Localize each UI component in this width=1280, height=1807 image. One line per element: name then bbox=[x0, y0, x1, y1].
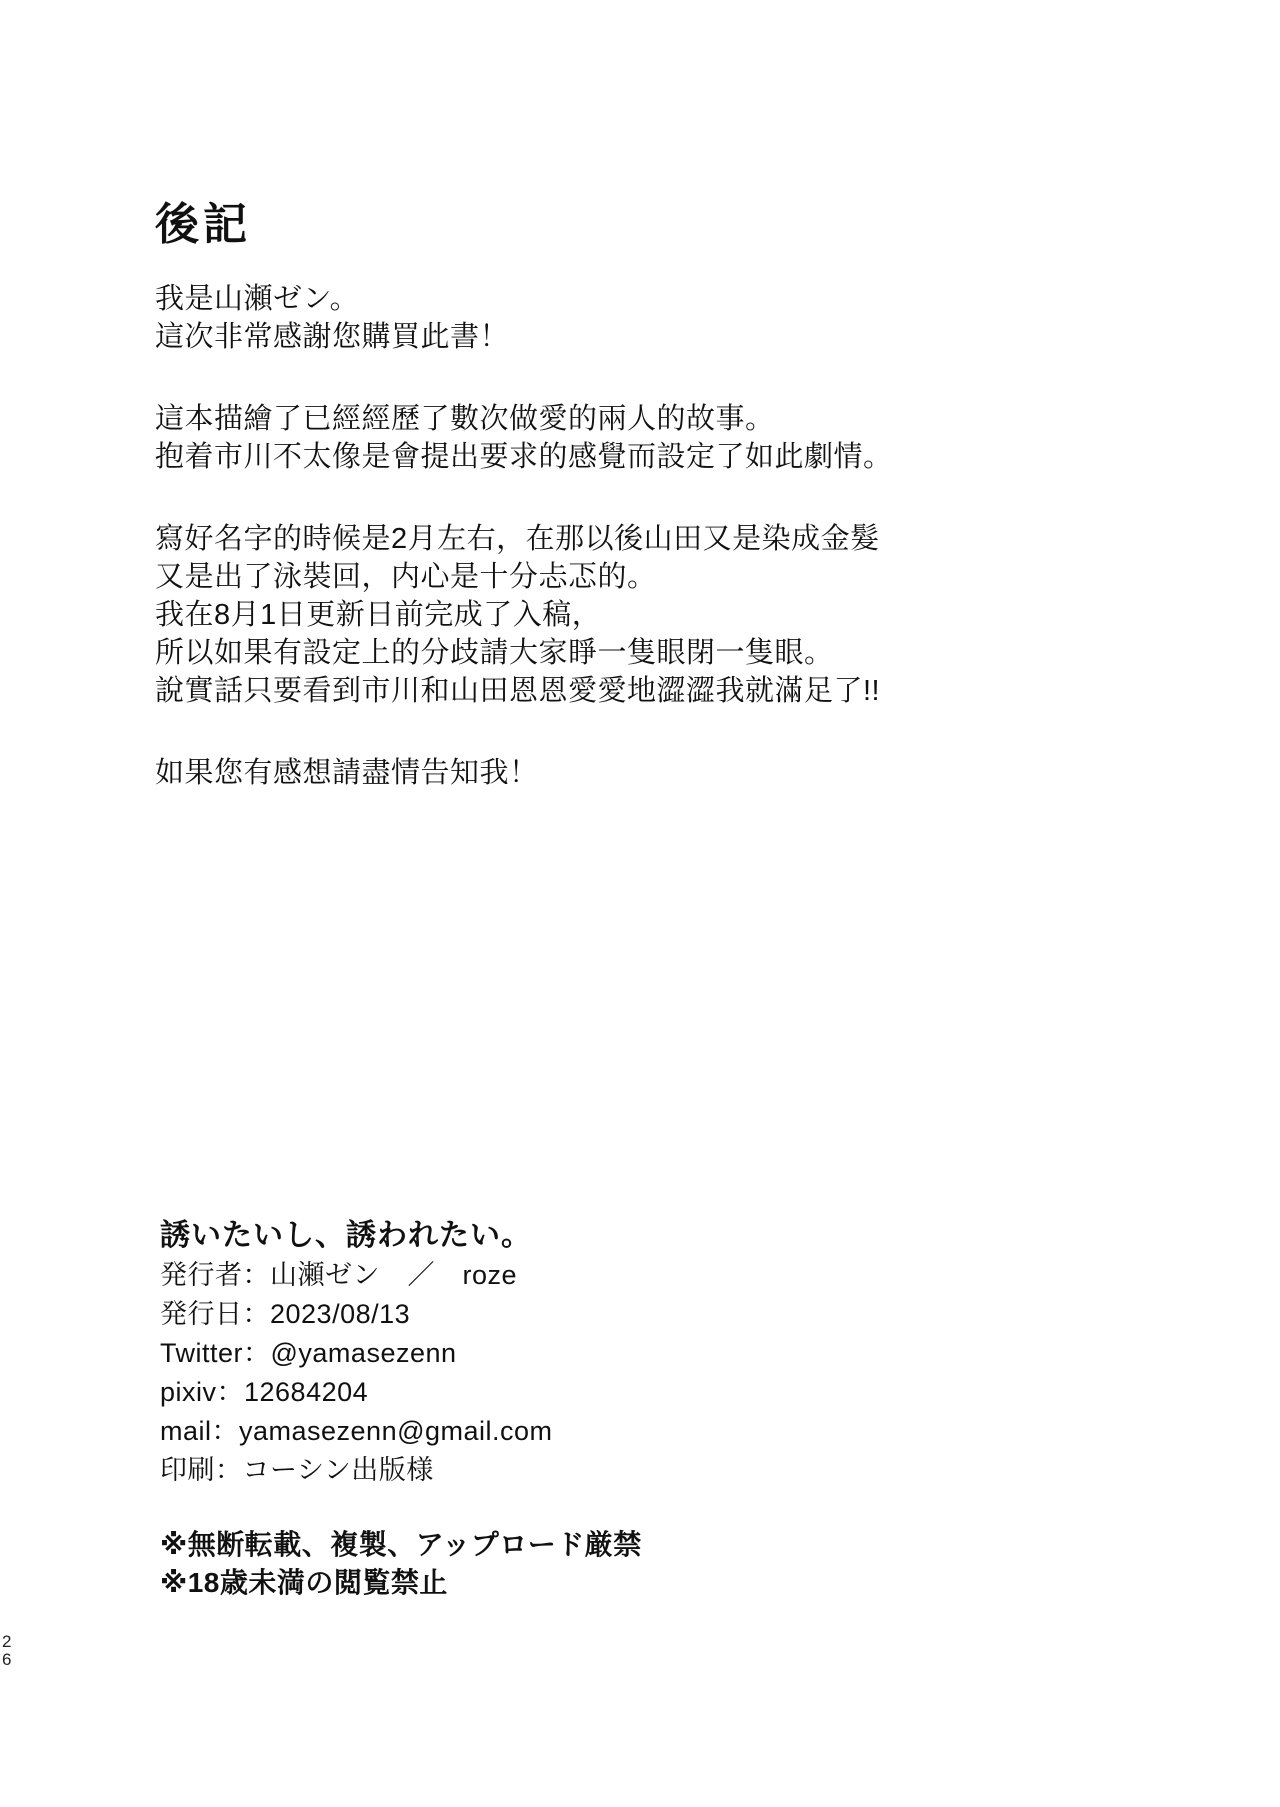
text-line: 抱着市川不太像是會提出要求的感覺而設定了如此劇情。 bbox=[155, 441, 893, 473]
text-line: 我在8月1日更新日前完成了入稿， bbox=[155, 599, 602, 631]
afterword-body bbox=[155, 280, 1155, 836]
page-title: 後記 bbox=[155, 200, 251, 249]
text-line: 又是出了泳裝回，内心是十分忐忑的。 bbox=[155, 561, 657, 593]
publisher-line: 発行者：山瀬ゼン ／ roze bbox=[160, 1260, 518, 1290]
text-line: 我是山瀬ゼン。 bbox=[155, 283, 360, 315]
text-line: 說實話只要看到市川和山田恩恩愛愛地澀澀我就滿足了!! bbox=[155, 675, 881, 707]
twitter-line: Twitter：@yamasezenn bbox=[160, 1338, 457, 1368]
paragraph-story bbox=[155, 400, 1155, 476]
page-number-digit: 2 bbox=[2, 1632, 12, 1651]
printer-line: 印刷：コーシン出版様 bbox=[160, 1455, 434, 1485]
paragraph-production-notes bbox=[155, 520, 1155, 710]
mail-line: mail：yamasezenn@gmail.com bbox=[160, 1416, 553, 1446]
book-title: 誘いたいし、誘われたい。 bbox=[160, 1219, 532, 1252]
page-number bbox=[2, 1633, 11, 1669]
text-line: 寫好名字的時候是2月左右，在那以後山田又是染成金髮 bbox=[155, 523, 880, 555]
notices bbox=[160, 1526, 1060, 1602]
publish-date-line: 発行日：2023/08/13 bbox=[160, 1299, 411, 1329]
page-number-digit: 6 bbox=[2, 1650, 12, 1669]
paragraph-closing bbox=[155, 754, 1155, 792]
paragraph-greeting bbox=[155, 280, 1155, 356]
text-line: 所以如果有設定上的分歧請大家睜一隻眼閉一隻眼。 bbox=[155, 637, 834, 669]
pixiv-line: pixiv：12684204 bbox=[160, 1377, 369, 1407]
text-line: 這本描繪了已經經歷了數次做愛的兩人的故事。 bbox=[155, 403, 775, 435]
colophon bbox=[160, 1216, 1060, 1602]
text-line: 這次非常感謝您購買此書！ bbox=[155, 321, 510, 353]
notice-no-reprint: ※無断転載、複製、アップロード厳禁 bbox=[160, 1529, 642, 1560]
text-line: 如果您有感想請盡情告知我！ bbox=[155, 757, 539, 789]
notice-age-restriction: ※18歳未満の閲覧禁止 bbox=[160, 1567, 448, 1598]
